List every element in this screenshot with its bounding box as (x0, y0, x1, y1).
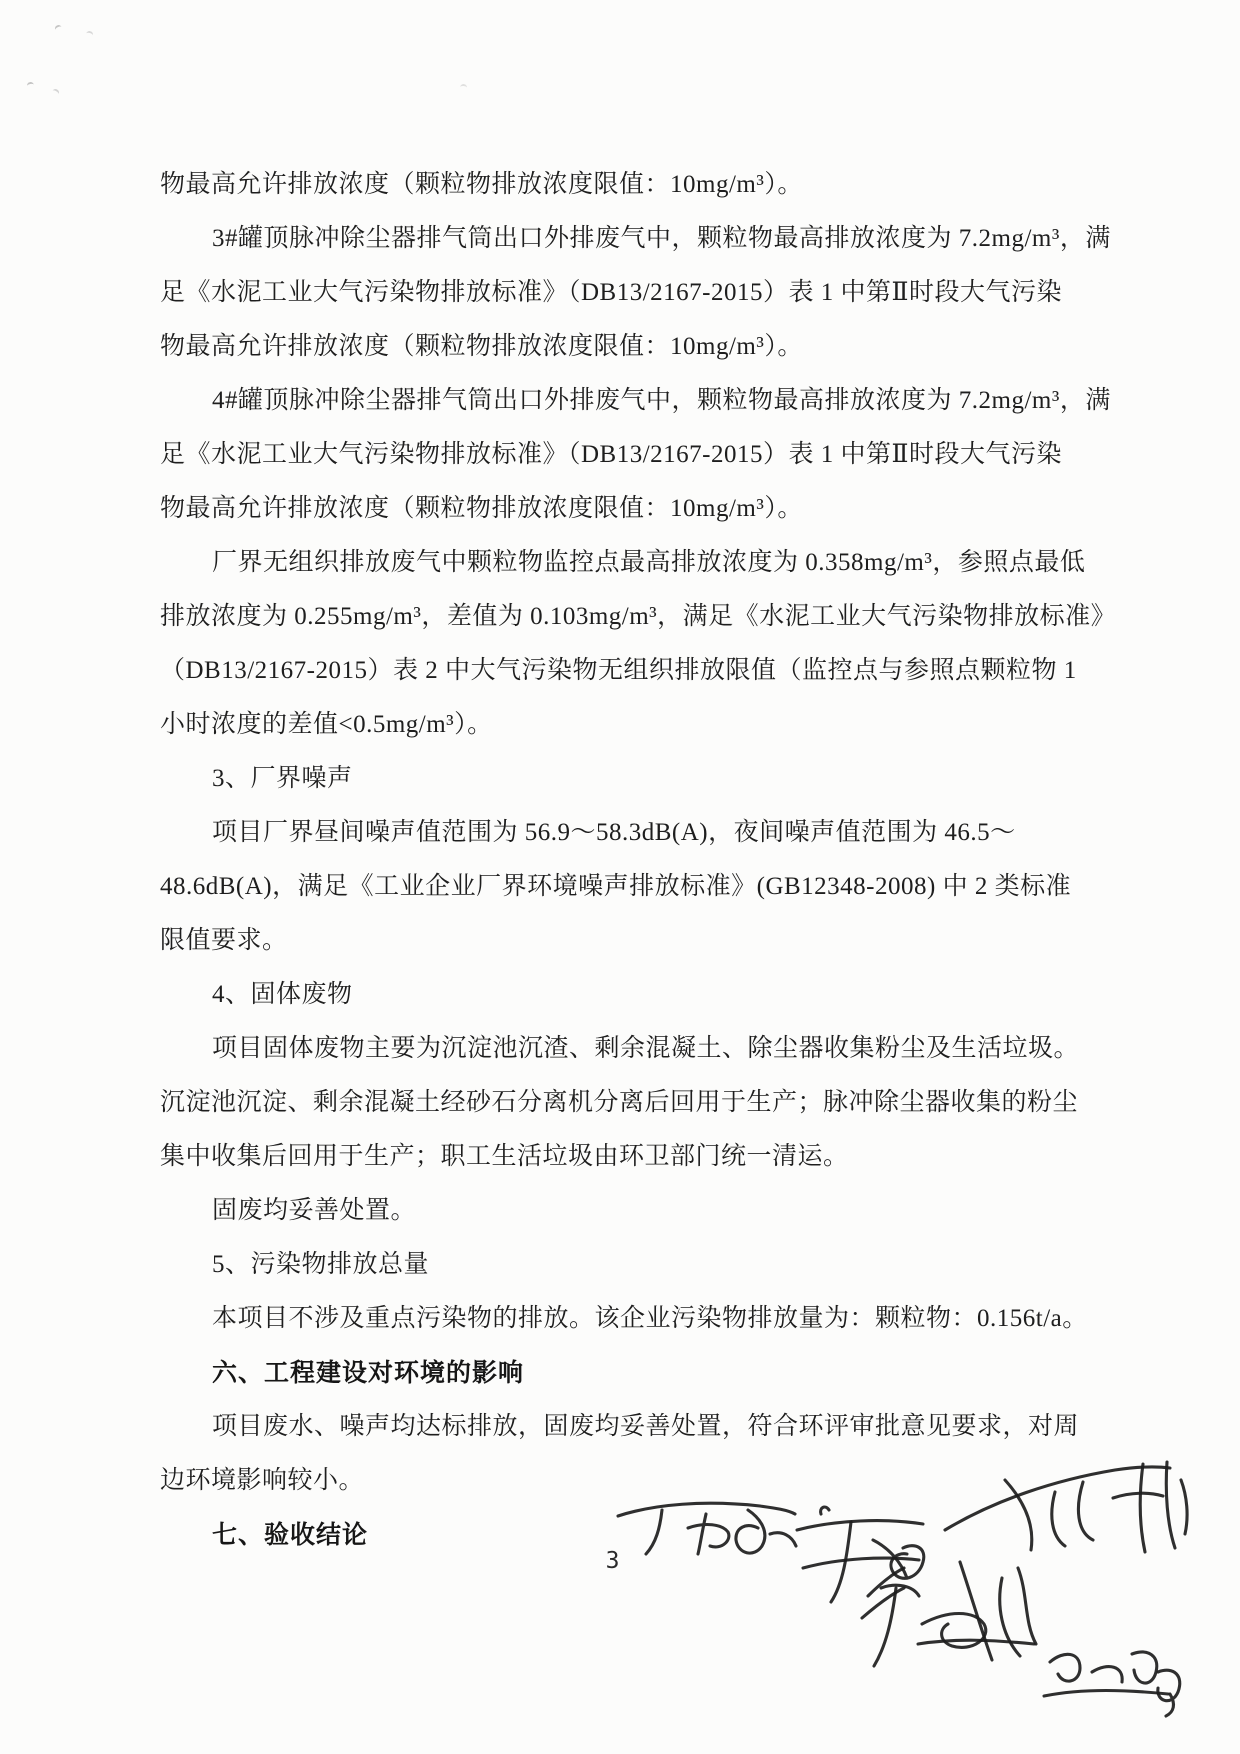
scan-speck (85, 30, 94, 39)
text-line: 足《水泥工业大气污染物排放标准》（DB13/2167-2015）表 1 中第Ⅱ时段大气污染 (160, 279, 1062, 306)
text-line: 足《水泥工业大气污染物排放标准》（DB13/2167-2015）表 1 中第Ⅱ时段大气污染 (160, 441, 1062, 468)
page-number: 3 (605, 1548, 620, 1574)
text-line: 本项目不涉及重点污染物的排放。该企业污染物排放量为：颗粒物：0.156t/a。 (212, 1305, 1088, 1332)
text-line: （DB13/2167-2015）表 2 中大气污染物无组织排放限值（监控点与参照点颗粒物 1 (160, 657, 1077, 684)
scan-speck (51, 88, 61, 98)
text-line: 排放浓度为 0.255mg/m³，差值为 0.103mg/m³，满足《水泥工业大气污染物排放标准》 (160, 603, 1117, 630)
section-heading-7: 七、验收结论 (212, 1521, 369, 1549)
subsection-heading-total-emissions: 5、污染物排放总量 (212, 1251, 430, 1278)
section-heading-6: 六、工程建设对环境的影响 (212, 1359, 525, 1387)
text-line: 项目固体废物主要为沉淀池沉渣、剩余混凝土、除尘器收集粉尘及生活垃圾。 (212, 1035, 1080, 1062)
text-line: 项目厂界昼间噪声值范围为 56.9～58.3dB(A)，夜间噪声值范围为 46.5～ (212, 819, 1016, 846)
scan-speck (460, 84, 468, 92)
text-line: 集中收集后回用于生产；职工生活垃圾由环卫部门统一清运。 (160, 1143, 849, 1170)
text-line: 厂界无组织排放废气中颗粒物监控点最高排放浓度为 0.358mg/m³，参照点最低 (212, 549, 1086, 576)
text-line: 小时浓度的差值<0.5mg/m³）。 (160, 711, 493, 738)
text-line: 4#罐顶脉冲除尘器排气筒出口外排废气中，颗粒物最高排放浓度为 7.2mg/m³，满 (212, 387, 1111, 414)
subsection-heading-noise: 3、厂界噪声 (212, 765, 353, 792)
text-line: 沉淀池沉淀、剩余混凝土经砂石分离机分离后回用于生产；脉冲除尘器收集的粉尘 (160, 1089, 1079, 1116)
signature-5 (1036, 1632, 1188, 1720)
text-line: 项目废水、噪声均达标排放，固废均妥善处置，符合环评审批意见要求，对周 (212, 1413, 1080, 1440)
subsection-heading-solid-waste: 4、固体废物 (212, 981, 353, 1008)
document-body (160, 158, 1117, 1562)
text-line: 物最高允许排放浓度（颗粒物排放浓度限值：10mg/m³）。 (160, 333, 803, 360)
text-line: 限值要求。 (160, 927, 288, 954)
text-line: 3#罐顶脉冲除尘器排气筒出口外排废气中，颗粒物最高排放浓度为 7.2mg/m³，满 (212, 225, 1111, 252)
scan-speck (54, 24, 63, 33)
text-line: 固废均妥善处置。 (212, 1197, 417, 1224)
text-line: 48.6dB(A)，满足《工业企业厂界环境噪声排放标准》(GB12348-2008) 中 2 类标准 (160, 873, 1072, 900)
scan-speck (26, 81, 34, 89)
text-line: 边环境影响较小。 (160, 1467, 365, 1494)
text-line: 物最高允许排放浓度（颗粒物排放浓度限值：10mg/m³）。 (160, 495, 803, 522)
text-line: 物最高允许排放浓度（颗粒物排放浓度限值：10mg/m³）。 (160, 171, 803, 198)
